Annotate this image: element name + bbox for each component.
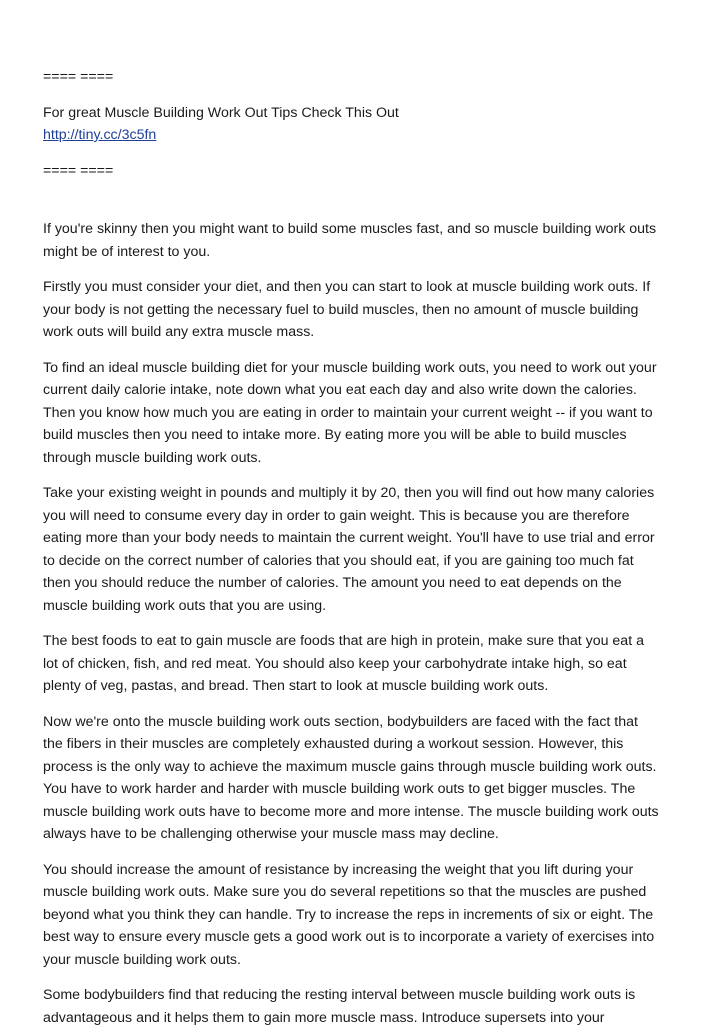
paragraph-line: best way to ensure every muscle gets a good work out is to incorporate a variety of exercises into xyxy=(43,929,655,945)
paragraph xyxy=(43,984,693,1029)
paragraph-line: current daily calorie intake, note down what you eat each day and also write down the calories. xyxy=(43,382,637,398)
paragraph-line: process is the only way to achieve the maximum muscle gains through muscle building work outs. xyxy=(43,758,657,775)
paragraph-line: through muscle building work outs. xyxy=(43,449,262,466)
paragraph-line: your body is not getting the necessary fuel to build muscles, then no amount of muscle building xyxy=(43,301,639,318)
paragraph-line: to decide on the correct number of calories that you should eat, if you are gaining too much fat xyxy=(43,552,634,569)
spacer xyxy=(43,89,693,102)
paragraph-line: might be of interest to you. xyxy=(43,243,211,260)
paragraph xyxy=(43,482,693,617)
paragraph xyxy=(43,218,693,263)
paragraph-line: You should increase the amount of resistance by increasing the weight that you lift during your xyxy=(43,861,634,878)
promo-text: For great Muscle Building Work Out Tips Check This Out xyxy=(43,104,399,121)
paragraph-line: If you're skinny then you might want to build some muscles fast, and so muscle building work outs xyxy=(43,221,657,237)
paragraph-line: To find an ideal muscle building diet for your muscle building work outs, you need to work out your xyxy=(43,359,657,376)
paragraph-line: eating more than your body needs to maintain the current weight. You'll have to use trial and error xyxy=(43,530,655,546)
document-content xyxy=(43,66,693,1031)
paragraph-line: muscle building work outs. Make sure you do several repetitions so that the muscles are pushed xyxy=(43,884,647,900)
spacer xyxy=(43,182,693,218)
paragraph-line: muscle building work outs have to become more and more intense. The muscle building work outs xyxy=(43,803,659,820)
paragraph xyxy=(43,630,693,698)
paragraph-line: advantageous and it helps them to gain more muscle mass. Introduce supersets into your xyxy=(43,1009,605,1026)
paragraph-line: The best foods to eat to gain muscle are foods that are high in protein, make sure that you eat a xyxy=(43,633,644,649)
paragraph-line: then you should reduce the number of calories. The amount you need to eat depends on the xyxy=(43,575,622,591)
paragraph-line: beyond what you think they can handle. Try to increase the reps in increments of six or eight. The xyxy=(43,906,654,923)
paragraph-line: build muscles then you need to intake more. By eating more you will be able to build muscles xyxy=(43,427,627,443)
paragraph-line: plenty of veg, pastas, and bread. Then start to look at muscle building work outs. xyxy=(43,678,549,694)
paragraph-line: You have to work harder and harder with muscle building work outs to get bigger muscles. The xyxy=(43,781,636,797)
paragraph-line: Now we're onto the muscle building work outs section, bodybuilders are faced with the fact that xyxy=(43,713,638,730)
paragraph-line: work outs will build any extra muscle mass. xyxy=(43,324,315,340)
paragraph-line: Firstly you must consider your diet, and then you can start to look at muscle building work outs. If xyxy=(43,279,651,295)
paragraph-line: Take your existing weight in pounds and multiply it by 20, then you will find out how many calories xyxy=(43,485,655,501)
article-body xyxy=(43,218,693,1029)
paragraph xyxy=(43,711,693,846)
paragraph xyxy=(43,859,693,972)
separator-top: ==== ==== xyxy=(43,69,114,85)
paragraph xyxy=(43,357,693,470)
separator-bottom: ==== ==== xyxy=(43,162,114,179)
paragraph-line: the fibers in their muscles are completely exhausted during a workout session. However, this xyxy=(43,736,624,752)
paragraph-line: Then you know how much you are eating in order to maintain your current weight -- if you want to xyxy=(43,404,653,421)
paragraph-line: always have to be challenging otherwise your muscle mass may decline. xyxy=(43,826,499,842)
promo-link[interactable]: http://tiny.cc/3c5fn xyxy=(43,127,157,143)
spacer xyxy=(43,147,693,160)
paragraph-line: Some bodybuilders find that reducing the resting interval between muscle building work outs is xyxy=(43,987,636,1003)
paragraph-line: you will need to consume every day in order to gain weight. This is because you are therefore xyxy=(43,507,630,524)
paragraph-line: your muscle building work outs. xyxy=(43,951,241,968)
paragraph-line: muscle building work outs that you are using. xyxy=(43,597,327,614)
paragraph xyxy=(43,276,693,344)
paragraph-line: lot of chicken, fish, and red meat. You should also keep your carbohydrate intake high, so eat xyxy=(43,655,627,672)
